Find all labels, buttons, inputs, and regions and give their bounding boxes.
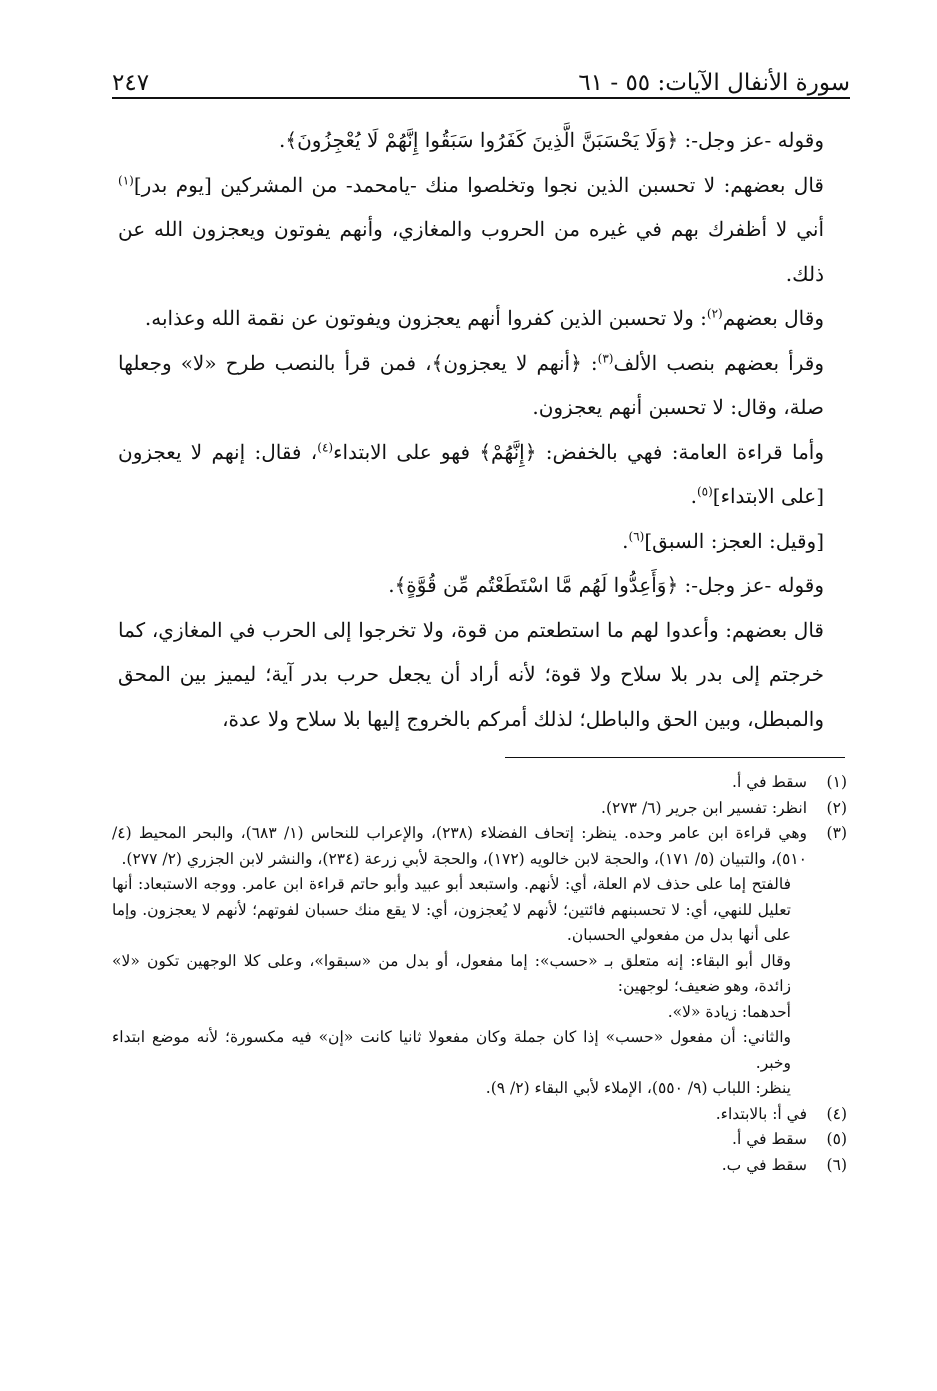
footnote-3-continuation: والثاني: أن مفعول «حسب» إذا كان جملة وكان مفعولا ثانيا كانت «إن» فيه مكسورة؛ لأنه موضع ابتداء وخبر. <box>112 1028 791 1072</box>
footnote-number: (٦) <box>826 1155 847 1174</box>
footnote-ref-2[interactable]: (٢) <box>706 306 723 321</box>
paragraph-6-text-a: [وقيل: العجز: السبق] <box>644 528 824 553</box>
footnote-number: (٣) <box>826 824 847 842</box>
footnote-6 <box>112 1153 847 1179</box>
footnote-separator <box>505 757 845 758</box>
footnote-text: سقط في أ. <box>732 773 807 791</box>
paragraph-4 <box>118 341 848 430</box>
footnote-number: (٥) <box>826 1130 847 1148</box>
footnote-5 <box>112 1127 847 1153</box>
footnote-3 <box>112 821 847 872</box>
footnote-2 <box>112 796 847 822</box>
page-header <box>112 60 850 96</box>
paragraph-2-text-b: أني لا أظفرك بهم في غيره من الحروب والمغازي، وأنهم يفوتون ويعجزون الله عن ذلك. <box>118 217 824 286</box>
paragraph-5-text-a: وأما قراءة العامة: فهي بالخفض: ﴿إِنَّهُمْ﴾ فهو على الابتداء <box>333 439 824 464</box>
header-rule <box>112 97 850 99</box>
footnote-text: وهي قراءة ابن عامر وحده. ينظر: إتحاف الفضلاء (٢٣٨)، والإعراب للنحاس (١/ ٦٨٣)، والبحر المحيط (٤/ ٥١٠)، والتبيان (٥/ ١٧١)، والحجة لابن خالويه (١٧٢)، والحجة لأبي زرعة (٢٣٤)، والنشر لابن الجزري (٢/ ٢٧٧). <box>112 824 807 868</box>
footnote-text: سقط في أ. <box>732 1130 807 1148</box>
footnote-ref-3[interactable]: (٣) <box>597 350 614 365</box>
footnote-ref-4[interactable]: (٤) <box>317 439 334 454</box>
paragraph-3 <box>118 296 848 341</box>
paragraph-2 <box>118 163 848 297</box>
footnote-text: سقط في ب. <box>721 1155 807 1174</box>
paragraph-4-text-a: وقرأ بعضهم بنصب الألف <box>613 350 824 375</box>
paragraph-8: قال بعضهم: وأعدوا لهم ما استطعتم من قوة، ولا تخرجوا إلى الحرب في المغازي، كما خرجتم إلى بدر بلا سلاح ولا قوة؛ لأنه أراد أن يجعل حرب بدر آية؛ ليميز بين المحق والمبطل، وبين الحق والباطل؛ لذلك أمركم بالخروج إليها بلا سلاح ولا عدة، <box>118 617 824 731</box>
paragraph-3-text-b: : ولا تحسبن الذين كفروا أنهم يعجزون ويفوتون عن نقمة الله وعذابه. <box>144 306 707 330</box>
paragraph-5-text-c: . <box>690 484 697 508</box>
paragraph-6-text-b: . <box>622 528 629 553</box>
footnote-ref-5[interactable]: (٥) <box>696 484 713 499</box>
footnote-text: انظر: تفسير ابن جرير (٦/ ٢٧٣). <box>601 798 807 817</box>
main-text <box>118 118 848 741</box>
running-title: سورة الأنفال الآيات: ٥٥ - ٦١ <box>578 70 850 96</box>
footnote-number: (٢) <box>826 798 847 817</box>
paragraph-3-text-a: وقال بعضهم <box>722 306 824 330</box>
footnote-ref-6[interactable]: (٦) <box>628 528 645 543</box>
footnote-ref-1[interactable]: (١) <box>118 172 134 187</box>
paragraph-4-text-b: : ﴿أنهم لا يعجزون﴾، فمن قرأ بالنصب طرح «لا» وجعلها صلة، وقال: لا تحسبن أنهم يعجزون. <box>118 350 824 419</box>
paragraph-6 <box>118 519 848 564</box>
paragraph-7: وقوله -عز وجل-: ﴿وَأَعِدُّوا لَهُم مَّا اسْتَطَعْتُم مِّن قُوَّةٍ﴾. <box>388 573 824 597</box>
footnote-3-continuation: أحدهما: زيادة «لا». <box>667 1002 791 1021</box>
footnote-text: في أ: بالابتداء. <box>715 1104 807 1123</box>
page-number: ٢٤٧ <box>112 70 150 96</box>
paragraph-2-text-a: قال بعضهم: لا تحسبن الذين نجوا وتخلصوا منك -يامحمد- من المشركين [يوم بدر] <box>133 172 824 197</box>
paragraph-1: وقوله -عز وجل-: ﴿وَلَا يَحْسَبَنَّ الَّذِينَ كَفَرُوا سَبَقُوا إِنَّهُمْ لَا يُعْجِزُونَ﴾. <box>279 128 824 152</box>
footnote-1 <box>112 770 847 796</box>
footnote-number: (٤) <box>826 1104 847 1123</box>
paragraph-5 <box>118 430 848 519</box>
footnote-3-continuation: ينظر: اللباب (٩/ ٥٥٠)، الإملاء لأبي البقاء (٢/ ٩). <box>485 1079 791 1097</box>
footnote-3-continuation: وقال أبو البقاء: إنه متعلق بـ «حسب»: إما مفعول، أو بدل من «سبقوا»، وعلى كلا الوجهين تكون «لا» زائدة، وهو ضعيف؛ لوجهين: <box>112 951 791 995</box>
footnote-number: (١) <box>826 773 847 791</box>
footnotes <box>112 770 847 1178</box>
paragraph-5-text-b: ، فقال: إنهم لا يعجزون [على الابتداء] <box>118 439 824 508</box>
footnote-3-continuation: فالفتح إما على حذف لام العلة، أي: لأنهم. واستبعد أبو عبيد وأبو حاتم قراءة ابن عامر. ووجه الاستبعاد: أنها تعليل للنهي، أي: لا تحسبنهم فائتين؛ لأنهم لا يُعجزون، أي: لا يقع منك حسبان لفوتهم؛ لأنهم لا يعجزون. وإما على أنها بدل من مفعولي الحسبان. <box>112 875 791 944</box>
footnote-4 <box>112 1102 847 1128</box>
